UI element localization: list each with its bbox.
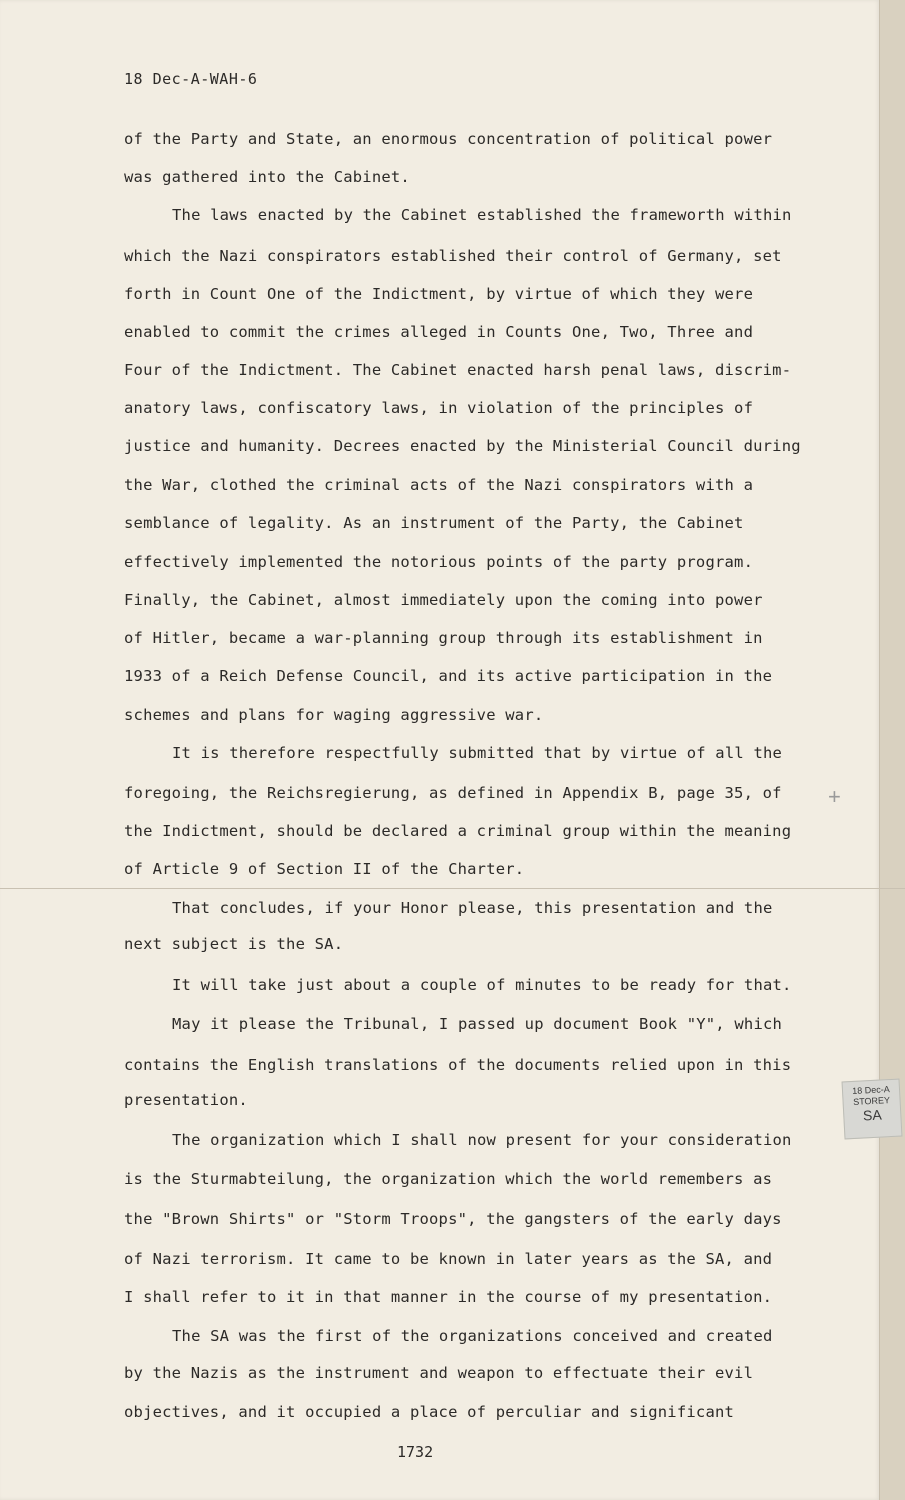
tab-line-3: SA — [862, 1106, 883, 1124]
text-line: enabled to commit the crimes alleged in Counts One, Two, Three and — [124, 323, 754, 341]
text-line: The SA was the first of the organizations conceived and created — [172, 1327, 773, 1345]
text-line: That concludes, if your Honor please, this presentation and the — [172, 899, 773, 917]
text-line: is the Sturmabteilung, the organization which the world remembers as — [124, 1170, 773, 1188]
page-header: 18 Dec-A-WAH-6 — [124, 70, 258, 88]
text-line: by the Nazis as the instrument and weapon to effectuate their evil — [124, 1364, 754, 1382]
text-line: of Nazi terrorism. It came to be known in later years as the SA, and — [124, 1250, 773, 1268]
margin-pencil-mark: + — [828, 784, 841, 809]
text-line: The laws enacted by the Cabinet established the frameworth within — [172, 206, 792, 224]
text-line: was gathered into the Cabinet. — [124, 168, 410, 186]
text-line: anatory laws, confiscatory laws, in violation of the principles of — [124, 399, 754, 417]
tab-line-2: STOREY — [852, 1095, 891, 1107]
text-line: May it please the Tribunal, I passed up document Book "Y", which — [172, 1015, 783, 1033]
text-line: forth in Count One of the Indictment, by virtue of which they were — [124, 285, 754, 303]
text-line: It is therefore respectfully submitted that by virtue of all the — [172, 744, 783, 762]
text-line: which the Nazi conspirators established their control of Germany, set — [124, 247, 782, 265]
text-line: the Indictment, should be declared a criminal group within the meaning — [124, 822, 792, 840]
text-line: It will take just about a couple of minutes to be ready for that. — [172, 976, 792, 994]
page-number: 1732 — [397, 1443, 434, 1461]
text-line: presentation. — [124, 1091, 248, 1109]
text-line: I shall refer to it in that manner in the course of my presentation. — [124, 1288, 773, 1306]
text-line: objectives, and it occupied a place of perculiar and significant — [124, 1403, 735, 1421]
text-line: next subject is the SA. — [124, 935, 344, 953]
text-line: schemes and plans for waging aggressive war. — [124, 706, 544, 724]
text-line: 1933 of a Reich Defense Council, and its active participation in the — [124, 667, 773, 685]
text-line: the War, clothed the criminal acts of the Nazi conspirators with a — [124, 476, 754, 494]
text-line: of the Party and State, an enormous concentration of political power — [124, 130, 773, 148]
tab-line-1: 18 Dec-A — [852, 1084, 891, 1097]
index-tab — [842, 1079, 903, 1140]
text-line: Finally, the Cabinet, almost immediately upon the coming into power — [124, 591, 763, 609]
text-line: foregoing, the Reichsregierung, as defined in Appendix B, page 35, of — [124, 784, 782, 802]
text-line: the "Brown Shirts" or "Storm Troops", the gangsters of the early days — [124, 1210, 782, 1228]
text-line: semblance of legality. As an instrument of the Party, the Cabinet — [124, 514, 744, 532]
text-line: contains the English translations of the documents relied upon in this — [124, 1056, 792, 1074]
page-fold-line — [0, 888, 905, 889]
page-edge — [879, 0, 905, 1500]
text-line: Four of the Indictment. The Cabinet enacted harsh penal laws, discrim- — [124, 361, 792, 379]
text-line: of Article 9 of Section II of the Charter. — [124, 860, 525, 878]
text-line: justice and humanity. Decrees enacted by the Ministerial Council during — [124, 437, 801, 455]
text-line: effectively implemented the notorious points of the party program. — [124, 553, 754, 571]
text-line: of Hitler, became a war-planning group through its establishment in — [124, 629, 763, 647]
text-line: The organization which I shall now present for your consideration — [172, 1131, 792, 1149]
